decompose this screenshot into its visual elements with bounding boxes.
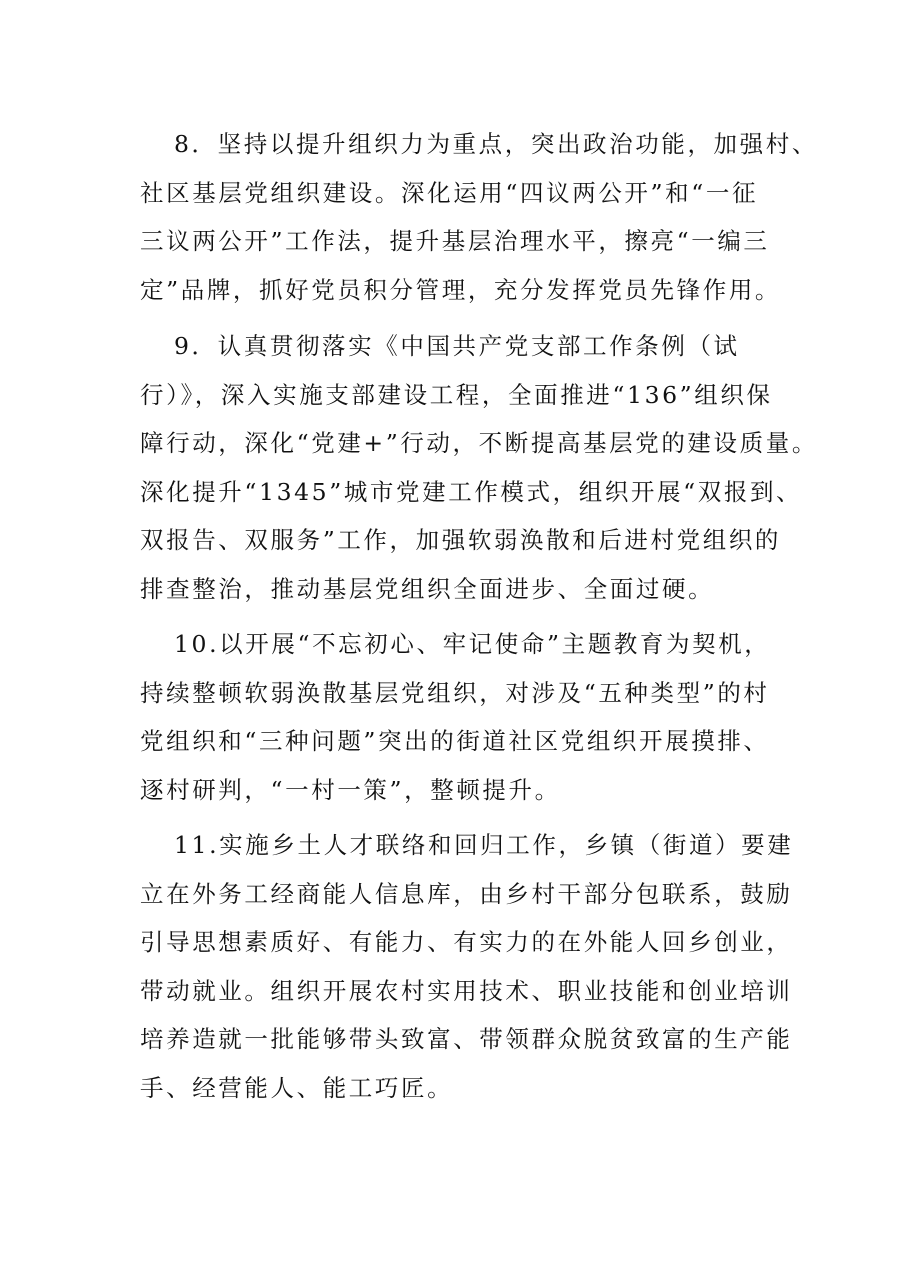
text-line: 三议两公开”工作法，提升基层治理水平，擦亮“一编三 <box>140 227 770 255</box>
text-line: 持续整顿软弱涣散基层党组织，对涉及“五种类型”的村 <box>140 678 770 707</box>
text-line: 培养造就一批能够带头致富、带领群众脱贫致富的生产能 <box>140 1025 793 1053</box>
paragraph-10 <box>140 620 800 814</box>
text-line: 立在外务工经商能人信息库，由乡村干部分包联系，鼓励 <box>140 879 793 908</box>
text-line: 手、经营能人、能工巧匠。 <box>140 1073 454 1102</box>
paragraph-11 <box>140 821 800 1112</box>
paragraph-9 <box>140 322 818 613</box>
text-line: 引导思想素质好、有能力、有实力的在外能人回乡创业， <box>140 928 793 956</box>
text-line: 社区基层党组织建设。深化运用“四议两公开”和“一征 <box>140 178 759 207</box>
text-line: 10.以开展“不忘初心、牢记使命”主题教育为契机， <box>174 630 771 658</box>
text-line: 11.实施乡土人才联络和回归工作，乡镇（街道）要建 <box>174 831 794 859</box>
paragraph-8 <box>140 120 818 314</box>
text-line: 障行动，深化“党建+”行动，不断提高基层党的建设质量。 <box>140 429 818 457</box>
text-line: 党组织和“三种问题”突出的街道社区党组织开展摸排、 <box>140 727 770 755</box>
text-line: 深化提升“1345”城市党建工作模式，组织开展“双报到、 <box>140 477 803 506</box>
text-line: 双报告、双服务”工作，加强软弱涣散和后进村党组织的 <box>140 526 782 554</box>
text-line: 9．认真贯彻落实《中国共产党支部工作条例（试 <box>174 332 740 360</box>
text-line: 排查整治，推动基层党组织全面进步、全面过硬。 <box>140 574 715 603</box>
text-line: 定”品牌，抓好党员积分管理，充分发挥党员先锋作用。 <box>140 275 782 304</box>
text-line: 行）》，深入实施支部建设工程，全面推进“136”组织保 <box>140 380 773 409</box>
text-line: 逐村研判，“一村一策”，整顿提升。 <box>140 775 561 804</box>
text-line: 带动就业。组织开展农村实用技术、职业技能和创业培训 <box>140 976 793 1005</box>
text-line: 8．坚持以提升组织力为重点，突出政治功能，加强村、 <box>174 130 818 158</box>
